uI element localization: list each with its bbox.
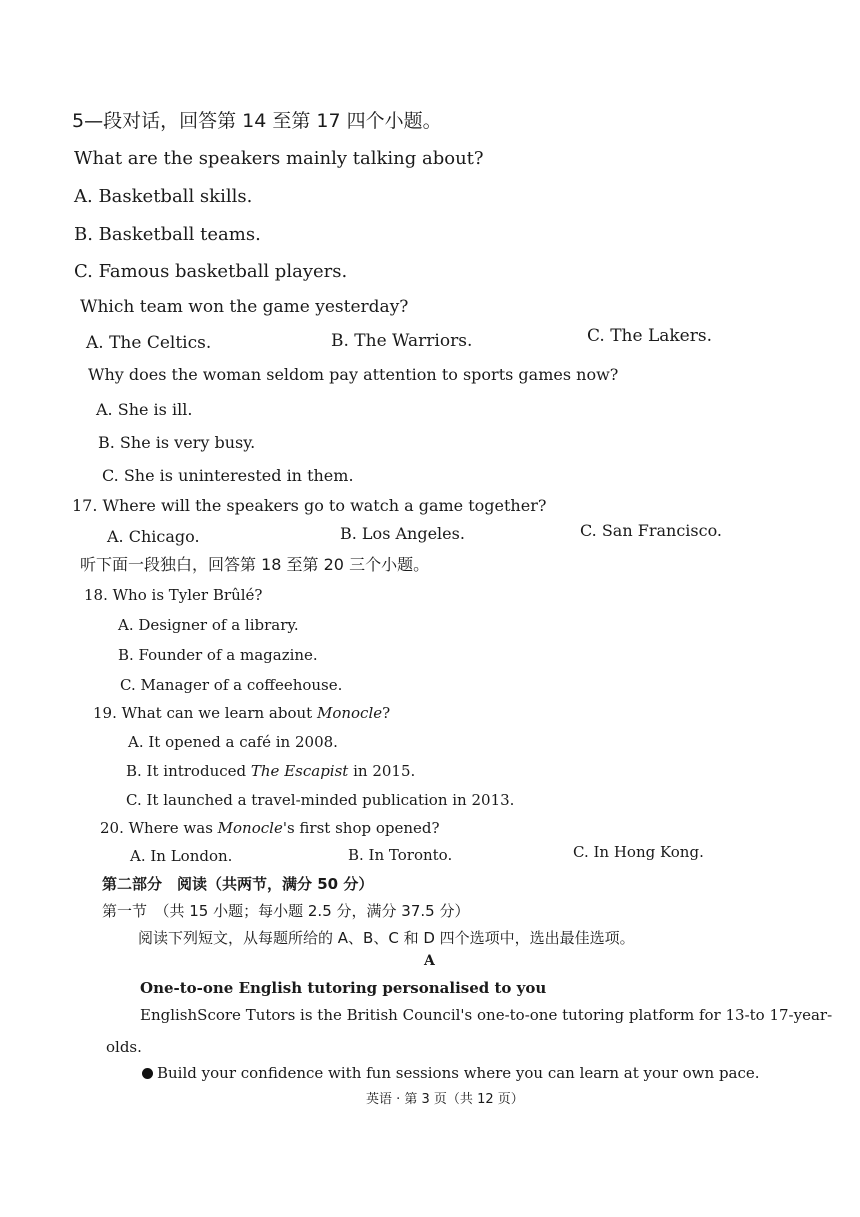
question-number: 17.: [72, 496, 98, 515]
passage-paragraph-line-1: EnglishScore Tutors is the British Council's one-to-one tutoring platform for 13-to 17-year-: [140, 1006, 833, 1024]
question-17: [72, 496, 546, 515]
question-text-italic: Monocle: [316, 704, 383, 722]
question-text: Where will the speakers go to watch a game together?: [102, 496, 547, 515]
q18-option-a: A. Designer of a library.: [118, 616, 299, 634]
q17-option-b: B. Los Angeles.: [340, 524, 465, 543]
q16-option-c: C. She is uninterested in them.: [102, 466, 354, 485]
question-18: [84, 586, 262, 604]
option-text-end: in 2015.: [348, 762, 416, 780]
passage-title: One-to-one English tutoring personalised to you: [140, 979, 547, 997]
q16-option-b: B. She is very busy.: [98, 433, 256, 452]
passage-paragraph-line-2: olds.: [106, 1038, 142, 1056]
question-text: What can we learn about: [121, 704, 317, 722]
question-20: [100, 819, 440, 837]
q19-option-c: C. It launched a travel-minded publication in 2013.: [126, 791, 515, 809]
passage-bullet-item: [142, 1064, 760, 1082]
q19-option-b: [126, 762, 415, 780]
q18-option-b: B. Founder of a magazine.: [118, 646, 318, 664]
q20-option-c: C. In Hong Kong.: [573, 843, 704, 861]
q16-option-a: A. She is ill.: [96, 400, 193, 419]
question-15: Which team won the game yesterday?: [80, 297, 409, 317]
q17-option-a: A. Chicago.: [107, 527, 200, 546]
question-number: 20.: [100, 819, 124, 837]
question-16: Why does the woman seldom pay attention to sports games now?: [88, 365, 619, 384]
q20-option-b: B. In Toronto.: [348, 846, 453, 864]
section-intro: 5—段对话，回答第 14 至第 17 四个小题。: [72, 110, 442, 132]
option-text: B. It introduced: [126, 762, 251, 780]
q17-option-c: C. San Francisco.: [580, 521, 723, 540]
q14-option-b: B. Basketball teams.: [74, 224, 261, 245]
question-text-italic: Monocle: [217, 819, 283, 837]
instructions: 阅读下列短文，从每题所给的 A、B、C 和 D 四个选项中，选出最佳选项。: [138, 929, 635, 947]
q18-option-c: C. Manager of a coffeehouse.: [120, 676, 343, 694]
question-text-end: ?: [382, 704, 391, 722]
q19-option-a: A. It opened a café in 2008.: [128, 733, 338, 751]
section-heading: 第一节 （共 15 小题；每小题 2.5 分，满分 37.5 分）: [102, 902, 470, 920]
question-19: [93, 704, 390, 722]
question-text-end: 's first shop opened?: [282, 819, 440, 837]
page-footer: 英语 · 第 3 页（共 12 页）: [366, 1092, 524, 1107]
q15-option-b: B. The Warriors.: [331, 331, 473, 351]
question-number: 18.: [84, 586, 108, 604]
part-heading: 第二部分 阅读（共两节，满分 50 分）: [102, 875, 374, 893]
bullet-icon: [142, 1068, 153, 1079]
q14-option-c: C. Famous basketball players.: [74, 261, 348, 282]
option-text-italic: The Escapist: [250, 762, 349, 780]
passage-letter: A: [424, 953, 435, 969]
question-14: What are the speakers mainly talking about?: [74, 148, 484, 169]
q20-option-a: A. In London.: [130, 847, 233, 865]
question-text: Who is Tyler Brûlé?: [112, 586, 263, 604]
q15-option-a: A. The Celtics.: [86, 333, 212, 353]
bullet-text: Build your confidence with fun sessions where you can learn at your own pace.: [157, 1064, 760, 1082]
section-intro-2: 听下面一段独白，回答第 18 至第 20 三个小题。: [80, 555, 430, 574]
question-number: 19.: [93, 704, 117, 722]
q14-option-a: A. Basketball skills.: [74, 186, 253, 207]
question-text: Where was: [128, 819, 218, 837]
q15-option-c: C. The Lakers.: [587, 326, 713, 346]
